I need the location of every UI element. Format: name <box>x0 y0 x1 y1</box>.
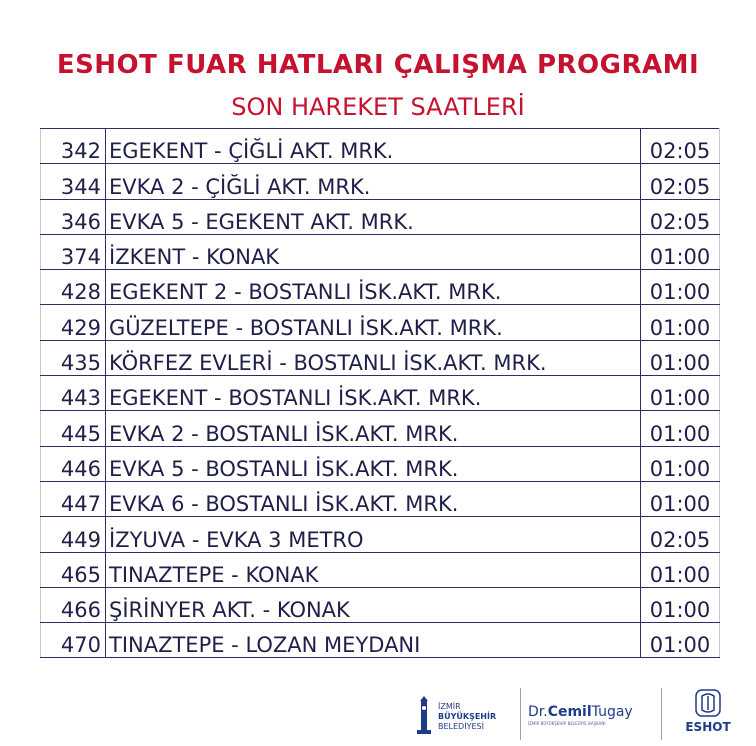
footer-divider <box>661 688 662 740</box>
last-departure-time: 01:00 <box>641 411 720 446</box>
ibb-line3: BELEDİYESİ <box>438 722 484 731</box>
last-departure-time: 01:00 <box>641 270 720 305</box>
last-departure-time: 01:00 <box>641 587 720 622</box>
route-row <box>41 446 720 481</box>
mayor-prefix: Dr. <box>528 704 548 720</box>
schedule-table <box>40 128 720 658</box>
route-name: İZYUVA - EVKA 3 METRO <box>106 517 641 552</box>
route-row <box>41 234 720 269</box>
route-name: TINAZTEPE - KONAK <box>106 552 641 587</box>
ibb-line1: İZMİR <box>438 702 461 711</box>
route-name: EGEKENT - BOSTANLI İSK.AKT. MRK. <box>106 376 641 411</box>
last-departure-time: 02:05 <box>641 199 720 234</box>
route-number: 435 <box>41 340 106 375</box>
route-number: 443 <box>41 376 106 411</box>
route-number: 342 <box>41 129 106 164</box>
mayor-first-name: Cemil <box>547 704 592 720</box>
route-name: GÜZELTEPE - BOSTANLI İSK.AKT. MRK. <box>106 305 641 340</box>
izmir-bb-logo <box>414 696 514 736</box>
last-departure-time: 02:05 <box>641 129 720 164</box>
route-number: 466 <box>41 587 106 622</box>
route-name: EVKA 2 - BOSTANLI İSK.AKT. MRK. <box>106 411 641 446</box>
route-name: EVKA 5 - EGEKENT AKT. MRK. <box>106 199 641 234</box>
clock-tower-icon <box>414 696 434 736</box>
route-row <box>41 411 720 446</box>
page-subtitle: SON HAREKET SAATLERİ <box>231 93 525 121</box>
route-number: 346 <box>41 199 106 234</box>
last-departure-time: 02:05 <box>641 517 720 552</box>
route-number: 447 <box>41 481 106 516</box>
last-departure-time: 01:00 <box>641 481 720 516</box>
mayor-signature-logo <box>528 704 654 726</box>
page-title: ESHOT FUAR HATLARI ÇALIŞMA PROGRAMI <box>56 50 700 80</box>
route-number: 445 <box>41 411 106 446</box>
route-name: EVKA 6 - BOSTANLI İSK.AKT. MRK. <box>106 481 641 516</box>
route-row <box>41 623 720 658</box>
last-departure-time: 01:00 <box>641 376 720 411</box>
route-name: KÖRFEZ EVLERİ - BOSTANLI İSK.AKT. MRK. <box>106 340 641 375</box>
route-number: 465 <box>41 552 106 587</box>
route-name: İZKENT - KONAK <box>106 234 641 269</box>
last-departure-time: 01:00 <box>641 623 720 658</box>
route-number: 374 <box>41 234 106 269</box>
route-number: 428 <box>41 270 106 305</box>
last-departure-time: 01:00 <box>641 340 720 375</box>
route-name: EGEKENT 2 - BOSTANLI İSK.AKT. MRK. <box>106 270 641 305</box>
route-name: TINAZTEPE - LOZAN MEYDANI <box>106 623 641 658</box>
route-row <box>41 129 720 164</box>
route-row <box>41 305 720 340</box>
route-row <box>41 340 720 375</box>
route-name: ŞİRİNYER AKT. - KONAK <box>106 587 641 622</box>
last-departure-time: 01:00 <box>641 305 720 340</box>
route-row <box>41 199 720 234</box>
route-name: EGEKENT - ÇİĞLİ AKT. MRK. <box>106 129 641 164</box>
route-name: EVKA 5 - BOSTANLI İSK.AKT. MRK. <box>106 446 641 481</box>
route-number: 429 <box>41 305 106 340</box>
eshot-emblem-icon <box>694 688 722 718</box>
last-departure-time: 01:00 <box>641 552 720 587</box>
route-row <box>41 517 720 552</box>
last-departure-time: 01:00 <box>641 234 720 269</box>
route-row <box>41 587 720 622</box>
mayor-last-name: Tugay <box>591 704 633 720</box>
route-row <box>41 164 720 199</box>
footer-divider <box>520 688 521 740</box>
eshot-logo-text: ESHOT <box>685 720 731 734</box>
route-number: 449 <box>41 517 106 552</box>
eshot-logo <box>672 688 744 744</box>
mayor-title: İZMİR BÜYÜKŞEHİR BELEDİYE BAŞKANI <box>528 721 606 726</box>
ibb-line2: BÜYÜKŞEHİR <box>438 712 497 721</box>
last-departure-time: 01:00 <box>641 446 720 481</box>
route-row <box>41 270 720 305</box>
route-name: EVKA 2 - ÇİĞLİ AKT. MRK. <box>106 164 641 199</box>
footer-logos <box>0 684 756 746</box>
route-number: 344 <box>41 164 106 199</box>
route-row <box>41 376 720 411</box>
route-row <box>41 481 720 516</box>
route-row <box>41 552 720 587</box>
route-number: 446 <box>41 446 106 481</box>
route-number: 470 <box>41 623 106 658</box>
last-departure-time: 02:05 <box>641 164 720 199</box>
